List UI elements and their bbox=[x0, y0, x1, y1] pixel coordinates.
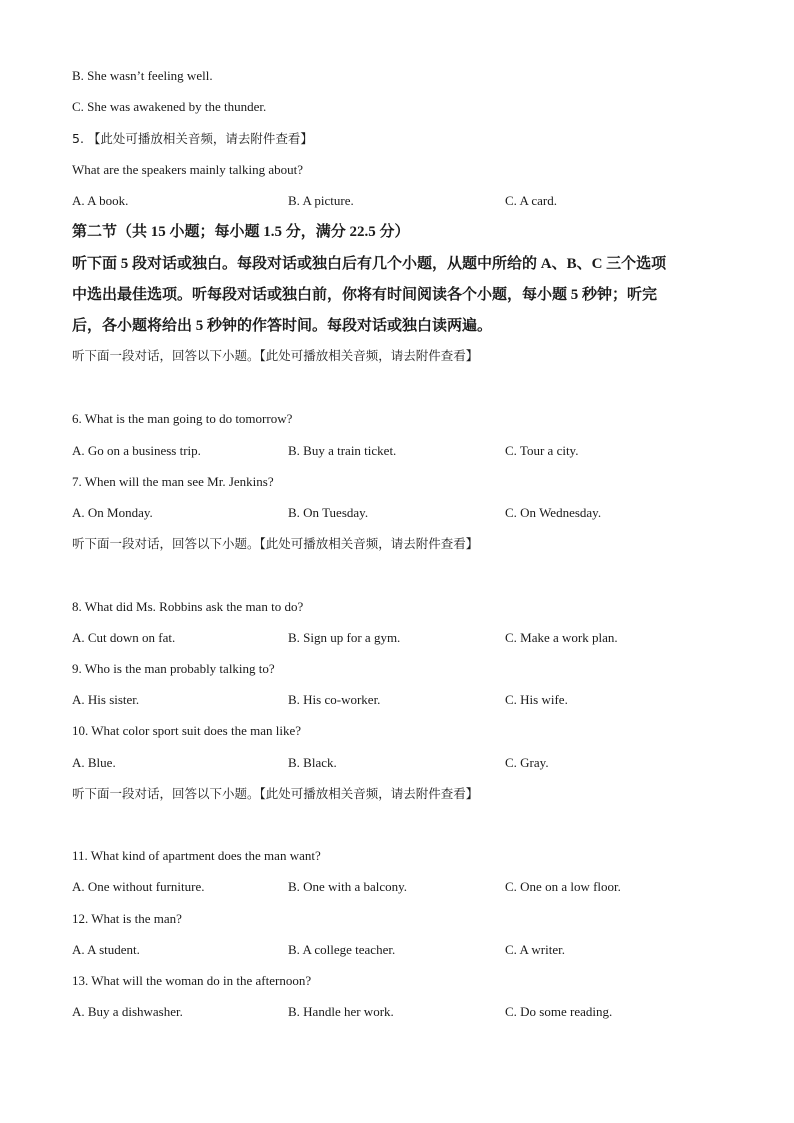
q11-option-c: C. One on a low floor. bbox=[505, 879, 621, 894]
q12-option-c: C. A writer. bbox=[505, 942, 565, 957]
q7-option-c: C. On Wednesday. bbox=[505, 505, 602, 520]
q10-option-c: C. Gray. bbox=[505, 755, 549, 770]
q10-option-b: B. Black. bbox=[288, 755, 337, 770]
dialogue-notice-1: 听下面一段对话，回答以下小题。【此处可播放相关音频，请去附件查看】 bbox=[72, 348, 479, 363]
q11-option-a: A. One without furniture. bbox=[72, 879, 205, 894]
q5-option-c: C. A card. bbox=[505, 193, 557, 208]
q10-option-a: A. Blue. bbox=[72, 755, 116, 770]
q5-option-a: A. A book. bbox=[72, 193, 129, 208]
q7-option-b: B. On Tuesday. bbox=[288, 505, 369, 520]
q9-option-a: A. His sister. bbox=[72, 692, 140, 707]
q4-option-c: C. She was awakened by the thunder. bbox=[72, 99, 267, 114]
q13-question: 13. What will the woman do in the afternoon? bbox=[72, 973, 312, 988]
q9-question: 9. Who is the man probably talking to? bbox=[72, 661, 275, 676]
q13-option-a: A. Buy a dishwasher. bbox=[72, 1004, 183, 1019]
q11-option-b: B. One with a balcony. bbox=[288, 879, 408, 894]
section-instructions-line-3: 后，各小题将给出 5 秒钟的作答时间。每段对话或独白读两遍。 bbox=[72, 318, 493, 334]
q12-question: 12. What is the man? bbox=[72, 911, 182, 926]
q12-option-b: B. A college teacher. bbox=[288, 942, 396, 957]
q6-question: 6. What is the man going to do tomorrow? bbox=[72, 411, 293, 426]
q9-option-b: B. His co-worker. bbox=[288, 692, 381, 707]
q8-option-a: A. Cut down on fat. bbox=[72, 630, 176, 645]
q13-option-c: C. Do some reading. bbox=[505, 1004, 613, 1019]
q5-number-audio-notice: 5. 【此处可播放相关音频，请去附件查看】 bbox=[72, 131, 313, 146]
dialogue-notice-2: 听下面一段对话，回答以下小题。【此处可播放相关音频，请去附件查看】 bbox=[72, 536, 479, 551]
q12-option-a: A. A student. bbox=[72, 942, 140, 957]
q4-option-b: B. She wasn’t feeling well. bbox=[72, 68, 213, 83]
q7-question: 7. When will the man see Mr. Jenkins? bbox=[72, 474, 274, 489]
q8-option-c: C. Make a work plan. bbox=[505, 630, 618, 645]
q5-question: What are the speakers mainly talking about? bbox=[72, 162, 304, 177]
q9-option-c: C. His wife. bbox=[505, 692, 568, 707]
q6-option-a: A. Go on a business trip. bbox=[72, 443, 201, 458]
q8-option-b: B. Sign up for a gym. bbox=[288, 630, 401, 645]
q13-option-b: B. Handle her work. bbox=[288, 1004, 394, 1019]
section-instructions-line-1: 听下面 5 段对话或独白。每段对话或独白后有几个小题，从题中所给的 A、B、C 三个选项 bbox=[72, 256, 667, 272]
q7-option-a: A. On Monday. bbox=[72, 505, 153, 520]
q6-option-b: B. Buy a train ticket. bbox=[288, 443, 397, 458]
dialogue-notice-3: 听下面一段对话，回答以下小题。【此处可播放相关音频，请去附件查看】 bbox=[72, 786, 479, 801]
section-title: 第二节（共 15 小题；每小题 1.5 分，满分 22.5 分） bbox=[72, 224, 410, 240]
section-instructions-line-2: 中选出最佳选项。听每段对话或独白前，你将有时间阅读各个小题，每小题 5 秒钟；听完 bbox=[72, 287, 658, 303]
q11-question: 11. What kind of apartment does the man want? bbox=[72, 848, 321, 863]
q8-question: 8. What did Ms. Robbins ask the man to do? bbox=[72, 599, 304, 614]
q6-option-c: C. Tour a city. bbox=[505, 443, 579, 458]
q5-option-b: B. A picture. bbox=[288, 193, 354, 208]
q10-question: 10. What color sport suit does the man like? bbox=[72, 723, 302, 738]
